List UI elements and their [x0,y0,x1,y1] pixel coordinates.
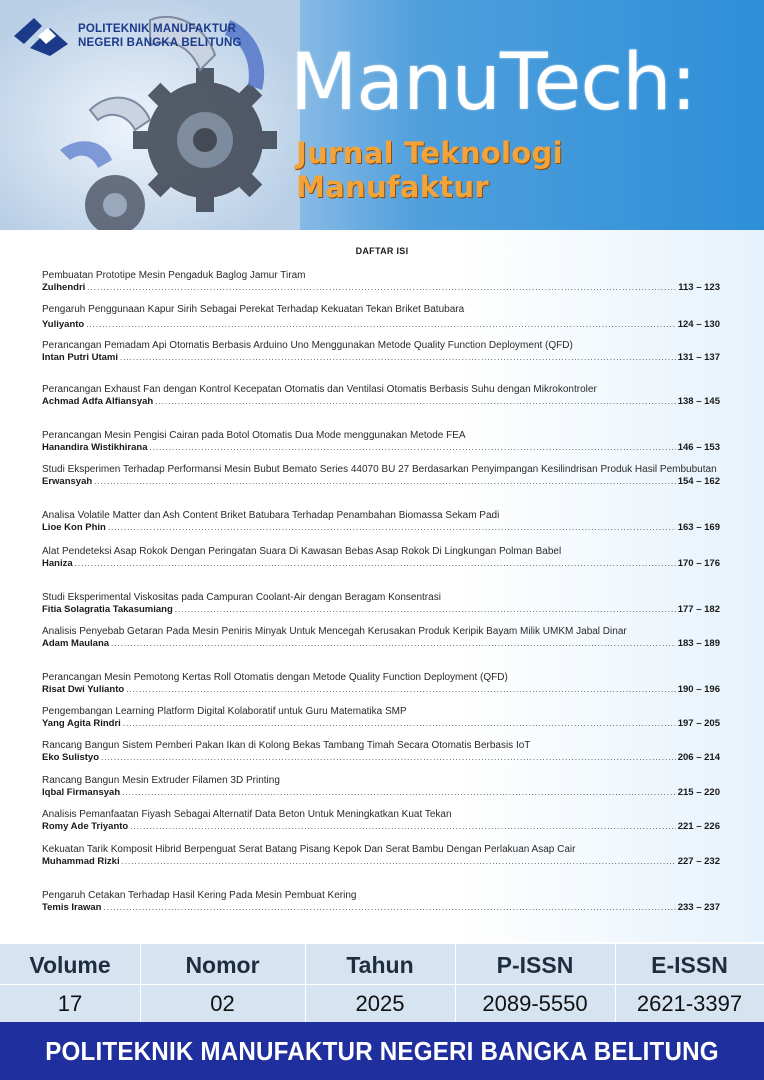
toc-entry [42,890,720,914]
toc-entry [42,626,720,650]
entry-author: Temis Irawan [42,901,102,913]
toc-entry [42,510,720,534]
toc-entry [42,672,720,696]
p-issn-label: P-ISSN [496,952,574,978]
footer-banner [0,1022,764,1080]
issue-info-table [0,942,764,1024]
entry-title: Perancangan Exhaust Fan dengan Kontrol Kecepatan Otomatis dan Ventilasi Otomatis Berbasis Suhu dengan Mikrokontroler [42,384,597,395]
leader-dots [126,684,676,696]
entry-title: Rancang Bangun Mesin Extruder Filamen 3D Printing [42,775,280,786]
entry-pages: 138 – 145 [677,395,720,407]
toc-entry [42,809,720,833]
leader-dots [87,282,676,294]
nomor-label: Nomor [185,952,260,978]
entry-title: Studi Eksperimental Viskositas pada Campuran Coolant-Air dengan Beragam Konsentrasi [42,592,441,603]
toc-entry [42,304,720,331]
entry-author: Erwansyah [42,475,93,487]
toc-entry [42,592,720,616]
toc-entry [42,430,720,454]
entry-author: Yuliyanto [42,318,85,330]
toc-entry [42,270,720,294]
entry-author: Intan Putri Utami [42,351,119,363]
entry-pages: 154 – 162 [677,475,720,487]
leader-dots [155,396,676,408]
entry-author: Hanandira Wistikhirana [42,441,148,453]
entry-author: Haniza [42,557,73,569]
entry-pages: 233 – 237 [677,901,720,913]
entry-pages: 197 – 205 [677,717,720,729]
entry-title: Pengaruh Penggunaan Kapur Sirih Sebagai Perekat Terhadap Kekuatan Tekan Briket Batubara [42,304,465,315]
entry-pages: 227 – 232 [677,855,720,867]
p-issn-value: 2089-5550 [482,991,588,1016]
entry-pages: 177 – 182 [677,603,720,615]
table-of-contents [0,230,764,942]
entry-title: Pengaruh Cetakan Terhadap Hasil Kering Pada Mesin Pembuat Kering [42,890,357,901]
entry-title: Analisa Volatile Matter dan Ash Content Briket Batubara Terhadap Penambahan Biomassa Sekam Padi [42,510,500,521]
footer-institution: POLITEKNIK MANUFAKTUR NEGERI BANGKA BELITUNG [45,1036,719,1066]
toc-entry [42,775,720,799]
tahun-label: Tahun [346,952,414,978]
volume-value: 17 [57,991,83,1016]
e-issn-label: E-ISSN [651,952,728,978]
entry-title: Perancangan Mesin Pemotong Kertas Roll Otomatis dengan Metode Quality Function Deployment (QFD) [42,672,508,683]
toc-entry [42,740,720,764]
leader-dots [108,522,676,534]
leader-dots [123,718,676,730]
leader-dots [86,319,676,331]
entry-title: Analisis Penyebab Getaran Pada Mesin Peniris Minyak Untuk Mencegah Kerusakan Produk Keripik Bayam Milik UMKM Jabal Dinar [42,626,627,637]
entry-author: Muhammad Rizki [42,855,120,867]
nomor-value: 02 [210,991,235,1016]
leader-dots [101,752,676,764]
entry-pages: 113 – 123 [678,281,720,293]
leader-dots [120,352,676,364]
column-divider [455,944,456,1024]
entry-author: Risat Dwi Yulianto [42,683,125,695]
entry-author: Eko Sulistyo [42,751,100,763]
table-divider [0,984,764,985]
tahun-value: 2025 [355,991,405,1016]
cover-header [0,0,764,230]
entry-title: Perancangan Mesin Pengisi Cairan pada Botol Otomatis Dua Mode menggunakan Metode FEA [42,430,466,441]
entry-pages: 190 – 196 [677,683,720,695]
toc-entry [42,844,720,868]
entry-author: Lioe Kon Phin [42,521,106,533]
entry-author: Romy Ade Triyanto [42,820,129,832]
entry-pages: 146 – 153 [677,441,720,453]
institution-name: POLITEKNIK MANUFAKTUR NEGERI BANGKA BELITUNG [78,23,242,49]
toc-entry [42,546,720,570]
leader-dots [150,442,676,454]
column-divider [140,944,141,1024]
e-issn-value: 2621-3397 [636,991,743,1016]
column-divider [305,944,306,1024]
entry-title: Kekuatan Tarik Komposit Hibrid Berpenguat Serat Batang Pisang Kepok Dan Serat Bambu Dengan Perlakuan Asap Cair [42,844,576,855]
volume-label: Volume [29,952,111,978]
entry-title: Rancang Bangun Sistem Pemberi Pakan Ikan di Kolong Bekas Tambang Timah Secara Otomatis Berbasis IoT [42,740,531,751]
column-divider [615,944,616,1024]
leader-dots [111,638,676,650]
entry-pages: 206 – 214 [677,751,720,763]
leader-dots [122,856,676,868]
entry-title: Alat Pendeteksi Asap Rokok Dengan Peringatan Suara Di Kawasan Bebas Asap Rokok Di Lingkungan Polman Babel [42,546,562,557]
entry-author: Yang Agita Rindri [42,717,121,729]
journal-title: ManuTech: [290,38,696,128]
entry-title: Pengembangan Learning Platform Digital Kolaboratif untuk Guru Matematika SMP [42,706,407,717]
entry-title: Analisis Pemanfaatan Fiyash Sebagai Alternatif Data Beton Untuk Meningkatkan Kuat Tekan [42,809,452,820]
entry-pages: 163 – 169 [677,521,720,533]
leader-dots [94,476,676,488]
toc-entry [42,706,720,730]
leader-dots [122,787,676,799]
entry-pages: 170 – 176 [677,557,720,569]
entry-pages: 124 – 130 [677,318,720,330]
entry-pages: 215 – 220 [677,786,720,798]
leader-dots [175,604,676,616]
entry-title: Perancangan Pemadam Api Otomatis Berbasis Arduino Uno Menggunakan Metode Quality Function Deployment (QFD) [42,340,573,351]
toc-entry [42,384,720,408]
entry-pages: 131 – 137 [677,351,720,363]
entry-author: Fitia Solagratia Takasumiang [42,603,173,615]
entry-title: Studi Eksperimen Terhadap Performansi Mesin Bubut Bemato Series 44070 BU 27 Berdasarkan Penyimpangan Kesilindrisan Produk Hasil Pembubutan [42,464,717,475]
entry-pages: 221 – 226 [677,820,720,832]
toc-entry [42,464,720,488]
entry-pages: 183 – 189 [677,637,720,649]
toc-entry [42,340,720,364]
journal-subtitle: Jurnal Teknologi Manufaktur [296,136,563,204]
polman-logo-icon [12,14,70,58]
toc-heading: DAFTAR ISI [355,246,409,256]
entry-author: Achmad Adfa Alfiansyah [42,395,154,407]
entry-author: Adam Maulana [42,637,110,649]
leader-dots [130,821,676,833]
entry-author: Iqbal Firmansyah [42,786,121,798]
leader-dots [75,558,676,570]
entry-author: Zulhendri [42,281,86,293]
entry-title: Pembuatan Prototipe Mesin Pengaduk Baglog Jamur Tiram [42,270,306,281]
leader-dots [104,902,676,914]
